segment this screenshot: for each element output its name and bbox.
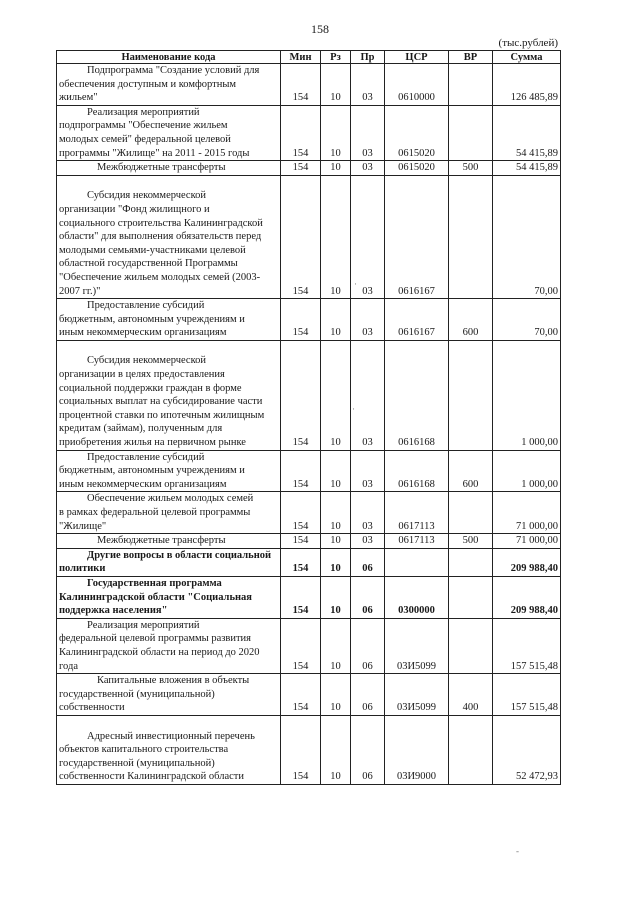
cell-rz: 10 [321, 715, 351, 784]
cell-vr: 600 [449, 299, 493, 341]
cell-vr [449, 64, 493, 106]
cell-vr [449, 105, 493, 160]
name-line [59, 577, 278, 591]
name-line-text: Реализация мероприятий [87, 619, 200, 631]
name-line-text [59, 177, 62, 188]
cell-rz: 10 [321, 299, 351, 341]
cell-csr: 03И9000 [385, 715, 449, 784]
name-line [59, 549, 278, 563]
cell-vr: 500 [449, 534, 493, 549]
cell-pr: 06 [351, 618, 385, 673]
name-line [59, 271, 278, 285]
name-line [59, 244, 278, 258]
table-header-row [57, 51, 561, 64]
cell-rz: 10 [321, 64, 351, 106]
name-line-text: Адресный инвестиционный перечень [87, 730, 255, 742]
name-line [59, 395, 278, 409]
name-line-text: Субсидия некоммерческой [87, 355, 207, 367]
scan-speck: - [516, 846, 519, 856]
cell-min: 154 [281, 715, 321, 784]
cell-sum: 209 988,40 [493, 548, 561, 576]
cell-rz: 10 [321, 534, 351, 549]
name-line [59, 478, 278, 492]
name-line [59, 436, 278, 450]
cell-rz: 10 [321, 492, 351, 534]
cell-name [57, 340, 281, 450]
name-line-text: приобретения жилья на первичном рынке [59, 437, 246, 449]
table-row [57, 340, 561, 450]
table-row [57, 64, 561, 106]
name-line [59, 422, 278, 436]
table-row [57, 161, 561, 176]
name-line-text [59, 717, 62, 728]
name-line [59, 161, 278, 175]
name-line [59, 674, 278, 688]
name-line-text: Предоставление субсидий [87, 300, 205, 312]
name-line-text: жильем" [59, 92, 98, 104]
scan-speck: · [352, 404, 355, 414]
cell-name [57, 534, 281, 549]
table-row [57, 715, 561, 784]
cell-pr: 06 [351, 576, 385, 618]
name-line [59, 91, 278, 105]
name-line [59, 217, 278, 231]
name-line-text: собственности Калининградской области [59, 771, 245, 783]
name-line-text: социальных выплат на субсидирование части [59, 396, 263, 408]
name-line-text: подпрограммы "Обеспечение жильем [59, 120, 228, 132]
cell-rz: 10 [321, 618, 351, 673]
cell-sum: 52 472,93 [493, 715, 561, 784]
cell-csr: 0615020 [385, 105, 449, 160]
cell-csr: 0617113 [385, 534, 449, 549]
name-line-text: государственной (муниципальной) [59, 688, 215, 700]
name-line-text: социального строительства Калининградской [59, 217, 263, 229]
cell-name [57, 105, 281, 160]
name-line [59, 368, 278, 382]
cell-min: 154 [281, 161, 321, 176]
name-line-text: бюджетным, автономным учреждениям и [59, 313, 245, 325]
name-line-text: иным некоммерческим организациям [59, 327, 227, 339]
name-line [59, 299, 278, 313]
name-line [59, 619, 278, 633]
table-row [57, 450, 561, 492]
table-body [57, 64, 561, 785]
header-min: Мин [281, 51, 321, 64]
name-line [59, 313, 278, 327]
name-line [59, 230, 278, 244]
cell-pr: 06 [351, 548, 385, 576]
cell-csr: 03И5099 [385, 618, 449, 673]
cell-pr: 03 [351, 161, 385, 176]
name-line-text: иным некоммерческим организациям [59, 478, 227, 490]
cell-sum: 1 000,00 [493, 340, 561, 450]
cell-name [57, 161, 281, 176]
name-line-text: Калининградской области на период до 2020 [59, 646, 260, 658]
cell-rz: 10 [321, 161, 351, 176]
cell-min: 154 [281, 618, 321, 673]
name-line-text: 2007 гг.)" [59, 285, 101, 297]
table-row [57, 618, 561, 673]
cell-vr [449, 175, 493, 298]
cell-min: 154 [281, 299, 321, 341]
cell-min: 154 [281, 450, 321, 492]
name-line-text: государственной (муниципальной) [59, 757, 215, 769]
name-line-text: федеральной целевой программы развития [59, 633, 252, 645]
cell-pr: 03 [351, 534, 385, 549]
table-row [57, 548, 561, 576]
table-row [57, 105, 561, 160]
name-line [59, 591, 278, 605]
cell-vr [449, 340, 493, 450]
header-sum: Сумма [493, 51, 561, 64]
table-row [57, 299, 561, 341]
name-line-text: "Обеспечение жильем молодых семей (2003- [59, 271, 261, 283]
cell-pr: 03 [351, 492, 385, 534]
cell-rz: 10 [321, 175, 351, 298]
header-csr: ЦСР [385, 51, 449, 64]
cell-csr: 0616168 [385, 450, 449, 492]
cell-rz: 10 [321, 450, 351, 492]
name-line [59, 464, 278, 478]
cell-name [57, 548, 281, 576]
name-line-text: Государственная программа [87, 577, 222, 589]
name-line [59, 119, 278, 133]
cell-sum: 71 000,00 [493, 534, 561, 549]
name-line [59, 382, 278, 396]
name-line [59, 520, 278, 534]
name-line [59, 257, 278, 271]
cell-pr: 06 [351, 715, 385, 784]
name-line [59, 688, 278, 702]
cell-name [57, 674, 281, 716]
name-line [59, 660, 278, 674]
name-line [59, 64, 278, 78]
cell-sum: 54 415,89 [493, 161, 561, 176]
cell-name [57, 715, 281, 784]
header-rz: Рз [321, 51, 351, 64]
name-line [59, 176, 278, 190]
table-row [57, 534, 561, 549]
name-line-text: Обеспечение жильем молодых семей [87, 493, 254, 505]
name-line-text: Подпрограмма "Создание условий для [87, 65, 260, 76]
name-line [59, 534, 278, 548]
cell-vr [449, 492, 493, 534]
name-line-text: области" для выполнения обязательств перед [59, 231, 262, 243]
name-line [59, 632, 278, 646]
cell-vr [449, 618, 493, 673]
cell-min: 154 [281, 534, 321, 549]
cell-min: 154 [281, 105, 321, 160]
name-line-text: бюджетным, автономным учреждениям и [59, 465, 245, 477]
cell-vr [449, 576, 493, 618]
name-line [59, 701, 278, 715]
cell-min: 154 [281, 175, 321, 298]
cell-vr: 600 [449, 450, 493, 492]
cell-min: 154 [281, 64, 321, 106]
name-line-text: молодыми семьями-участниками целевой [59, 244, 246, 256]
cell-sum: 157 515,48 [493, 674, 561, 716]
cell-name [57, 64, 281, 106]
name-line-text: организации "Фонд жилищного и [59, 203, 210, 215]
cell-rz: 10 [321, 105, 351, 160]
name-line [59, 189, 278, 203]
cell-sum: 54 415,89 [493, 105, 561, 160]
name-line-text: социальной поддержки граждан в форме [59, 382, 242, 394]
name-line [59, 78, 278, 92]
name-line [59, 409, 278, 423]
cell-sum: 126 485,89 [493, 64, 561, 106]
name-line-text: объектов капитального строительства [59, 744, 229, 756]
page-number: 158 [311, 22, 329, 36]
cell-min: 154 [281, 340, 321, 450]
cell-min: 154 [281, 492, 321, 534]
table-row [57, 576, 561, 618]
cell-name [57, 618, 281, 673]
name-line [59, 133, 278, 147]
cell-csr: 0616167 [385, 299, 449, 341]
name-line-text: "Жилище" [59, 520, 107, 532]
name-line [59, 285, 278, 299]
cell-vr: 500 [449, 161, 493, 176]
cell-rz: 10 [321, 576, 351, 618]
name-line-text: собственности [59, 702, 125, 714]
cell-pr: 03 [351, 340, 385, 450]
name-line-text: политики [59, 563, 106, 575]
name-line-text: в рамках федеральной целевой программы [59, 507, 251, 518]
name-line [59, 770, 278, 784]
name-line-text: кредитам (займам), полученным для [59, 423, 223, 435]
cell-csr: 0617113 [385, 492, 449, 534]
table-row [57, 492, 561, 534]
name-line [59, 326, 278, 340]
cell-pr: 03 [351, 299, 385, 341]
cell-csr: 03И5099 [385, 674, 449, 716]
name-line [59, 604, 278, 618]
header-name: Наименование кода [57, 51, 281, 64]
name-line-text: Межбюджетные трансферты [97, 535, 226, 547]
cell-name [57, 492, 281, 534]
cell-sum: 70,00 [493, 299, 561, 341]
scan-speck: · [354, 279, 357, 289]
cell-sum: 71 000,00 [493, 492, 561, 534]
cell-csr: 0610000 [385, 64, 449, 106]
cell-name [57, 175, 281, 298]
name-line-text: областной государственной Программы [59, 258, 238, 270]
name-line-text [59, 342, 62, 353]
name-line-text: процентной ставки по ипотечным жилищным [59, 409, 265, 421]
name-line [59, 147, 278, 161]
name-line-text: года [59, 660, 78, 672]
cell-pr: 06 [351, 674, 385, 716]
cell-vr: 400 [449, 674, 493, 716]
cell-sum: 70,00 [493, 175, 561, 298]
name-line-text: программы "Жилище" на 2011 - 2015 годы [59, 147, 250, 159]
name-line [59, 203, 278, 217]
cell-csr: 0616168 [385, 340, 449, 450]
name-line [59, 562, 278, 576]
cell-sum: 209 988,40 [493, 576, 561, 618]
cell-pr: 03 [351, 64, 385, 106]
cell-rz: 10 [321, 340, 351, 450]
name-line [59, 716, 278, 730]
name-line-text: Предоставление субсидий [87, 451, 205, 463]
name-line [59, 354, 278, 368]
name-line-text: Другие вопросы в области социальной [87, 549, 272, 561]
cell-name [57, 576, 281, 618]
cell-min: 154 [281, 674, 321, 716]
name-line [59, 451, 278, 465]
cell-pr: 03 [351, 450, 385, 492]
cell-name [57, 450, 281, 492]
name-line-text: организации в целях предоставления [59, 369, 225, 381]
cell-name [57, 299, 281, 341]
name-line-text: молодых семей" федеральной целевой [59, 133, 231, 145]
cell-vr [449, 715, 493, 784]
name-line [59, 730, 278, 744]
cell-pr: 03 [351, 105, 385, 160]
name-line [59, 506, 278, 520]
name-line-text: Калининградской области "Социальная [59, 591, 252, 603]
name-line [59, 646, 278, 660]
name-line-text: поддержка населения" [59, 605, 168, 617]
name-line-text: Капитальные вложения в объекты [97, 675, 250, 687]
cell-min: 154 [281, 576, 321, 618]
name-line [59, 106, 278, 120]
name-line [59, 341, 278, 355]
header-pr: Пр [351, 51, 385, 64]
cell-csr: 0300000 [385, 576, 449, 618]
cell-rz: 10 [321, 674, 351, 716]
cell-csr [385, 548, 449, 576]
budget-table [56, 50, 561, 785]
units-label: (тыс.рублей) [498, 37, 558, 49]
cell-vr [449, 548, 493, 576]
cell-sum: 157 515,48 [493, 618, 561, 673]
cell-sum: 1 000,00 [493, 450, 561, 492]
header-vr: ВР [449, 51, 493, 64]
name-line [59, 757, 278, 771]
table-row [57, 175, 561, 298]
name-line-text: Субсидия некоммерческой [87, 190, 207, 202]
cell-rz: 10 [321, 548, 351, 576]
table-row [57, 674, 561, 716]
cell-pr: 03 [351, 175, 385, 298]
name-line-text: Реализация мероприятий [87, 106, 200, 118]
name-line-text: Межбюджетные трансферты [97, 162, 226, 174]
name-line [59, 743, 278, 757]
cell-csr: 0616167 [385, 175, 449, 298]
name-line-text: обеспечения доступным и комфортным [59, 78, 237, 90]
name-line [59, 492, 278, 506]
cell-min: 154 [281, 548, 321, 576]
cell-csr: 0615020 [385, 161, 449, 176]
